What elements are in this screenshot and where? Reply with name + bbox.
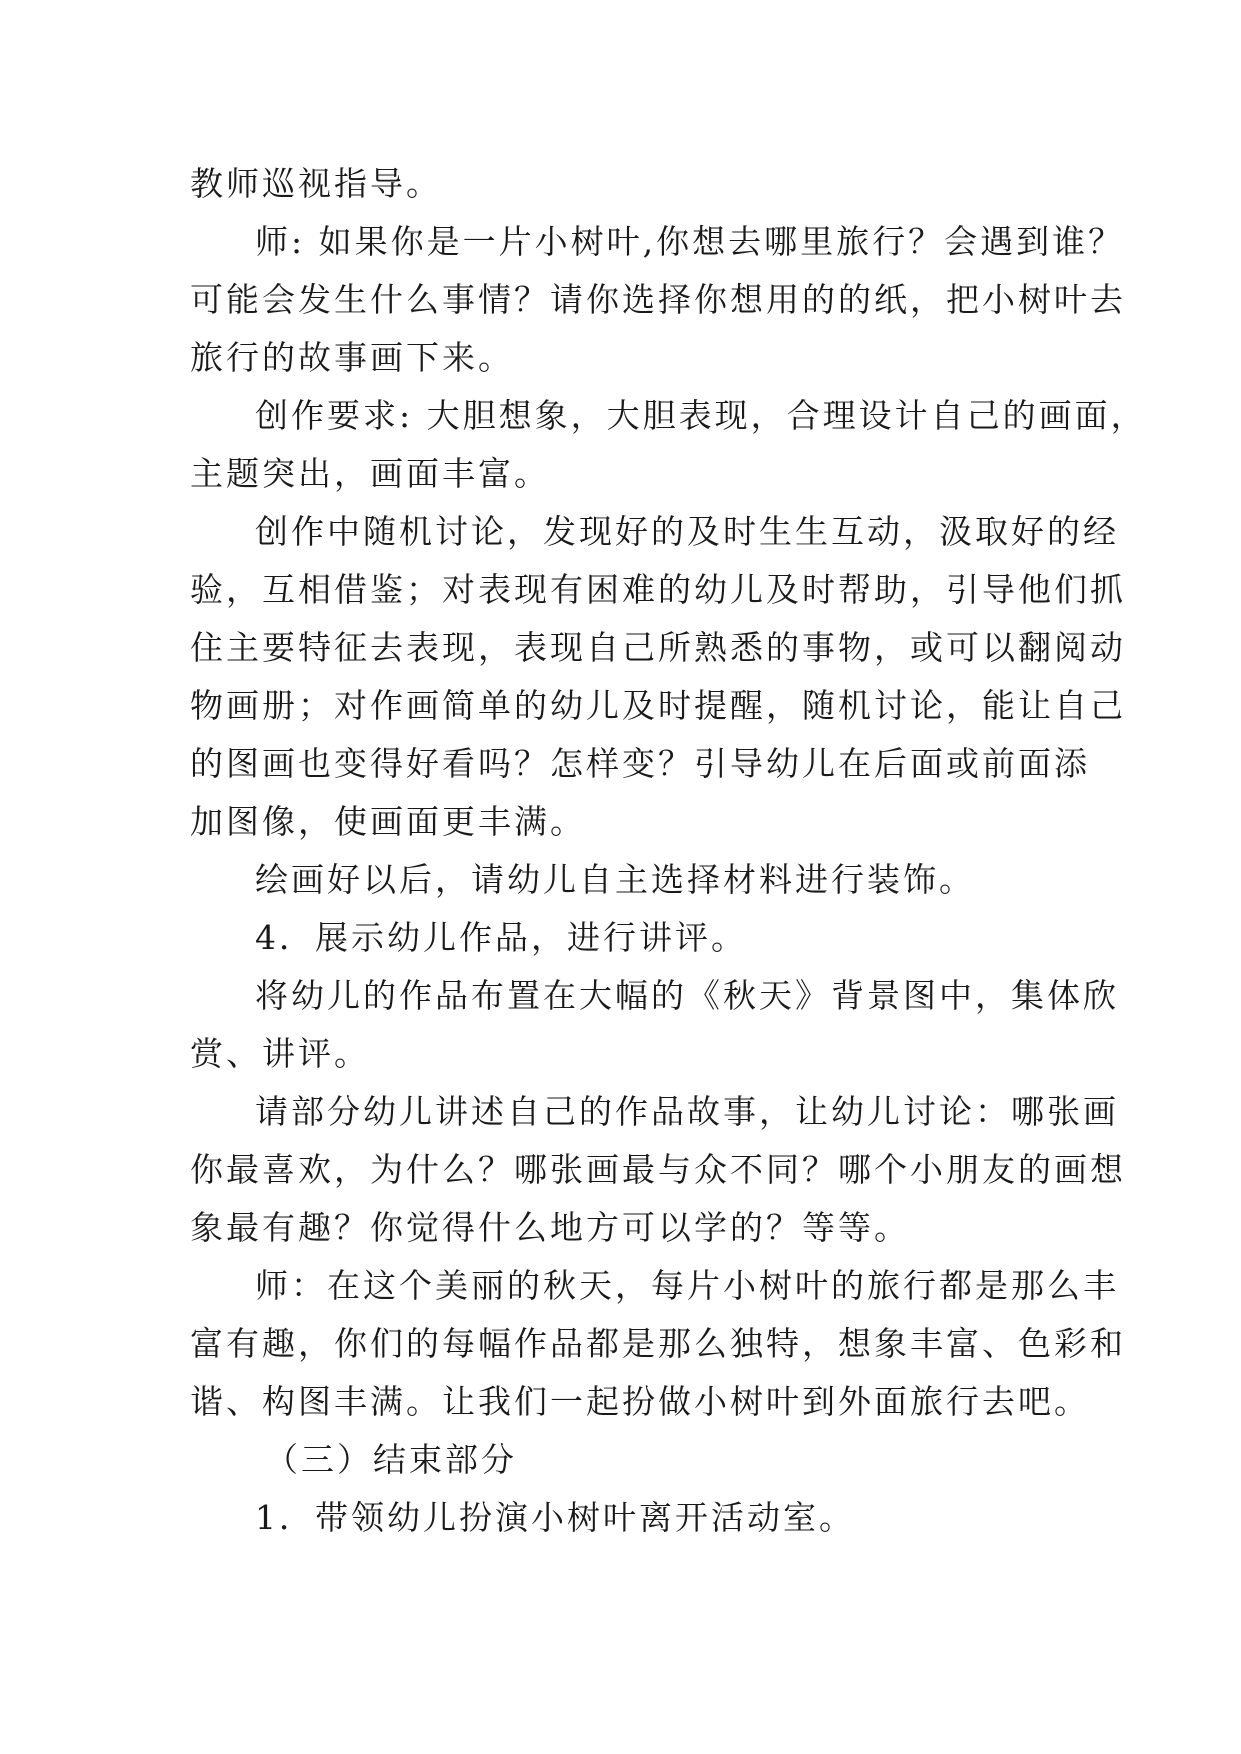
text-line: 你最喜欢，为什么？哪张画最与众不同？哪个小朋友的画想 bbox=[190, 1150, 1126, 1189]
text-line: 加图像，使画面更丰满。 bbox=[190, 802, 586, 841]
section-heading: （三）结束部分 bbox=[265, 1440, 517, 1479]
text-line: 象最有趣？你觉得什么地方可以学的？等等。 bbox=[190, 1208, 910, 1247]
text-line: 主题突出，画面丰富。 bbox=[190, 454, 550, 493]
text-line: 师: 如果你是一片小树叶,你想去哪里旅行？会遇到谁？ bbox=[255, 222, 1125, 261]
text-line: 创作要求: 大胆想象，大胆表现，合理设计自己的画面， bbox=[255, 396, 1147, 435]
text-line: 请部分幼儿讲述自己的作品故事，让幼儿讨论：哪张画 bbox=[255, 1092, 1119, 1131]
text-line: 的图画也变得好看吗？怎样变？引导幼儿在后面或前面添 bbox=[190, 744, 1090, 783]
section-heading: 1．带领幼儿扮演小树叶离开活动室。 bbox=[255, 1498, 855, 1537]
text-line: 物画册；对作画简单的幼儿及时提醒，随机讨论，能让自己 bbox=[190, 686, 1126, 725]
text-line: 可能会发生什么事情？请你选择你想用的的纸，把小树叶去 bbox=[190, 280, 1126, 319]
text-line: 赏、讲评。 bbox=[190, 1034, 370, 1073]
text-line: 旅行的故事画下来。 bbox=[190, 338, 514, 377]
text-line: 谐、构图丰满。让我们一起扮做小树叶到外面旅行去吧。 bbox=[190, 1382, 1090, 1421]
text-line: 教师巡视指导。 bbox=[190, 164, 442, 203]
text-line: 住主要特征去表现，表现自己所熟悉的事物，或可以翻阅动 bbox=[190, 628, 1126, 667]
section-heading: 4．展示幼儿作品，进行讲评。 bbox=[255, 918, 747, 957]
text-line: 创作中随机讨论，发现好的及时生生互动，汲取好的经 bbox=[255, 512, 1119, 551]
text-line: 验，互相借鉴；对表现有困难的幼儿及时帮助，引导他们抓 bbox=[190, 570, 1126, 609]
text-line: 富有趣，你们的每幅作品都是那么独特，想象丰富、色彩和 bbox=[190, 1324, 1126, 1363]
text-line: 绘画好以后，请幼儿自主选择材料进行装饰。 bbox=[255, 860, 975, 899]
text-line: 将幼儿的作品布置在大幅的《秋天》背景图中，集体欣 bbox=[255, 976, 1119, 1015]
text-line: 师：在这个美丽的秋天，每片小树叶的旅行都是那么丰 bbox=[255, 1266, 1119, 1305]
